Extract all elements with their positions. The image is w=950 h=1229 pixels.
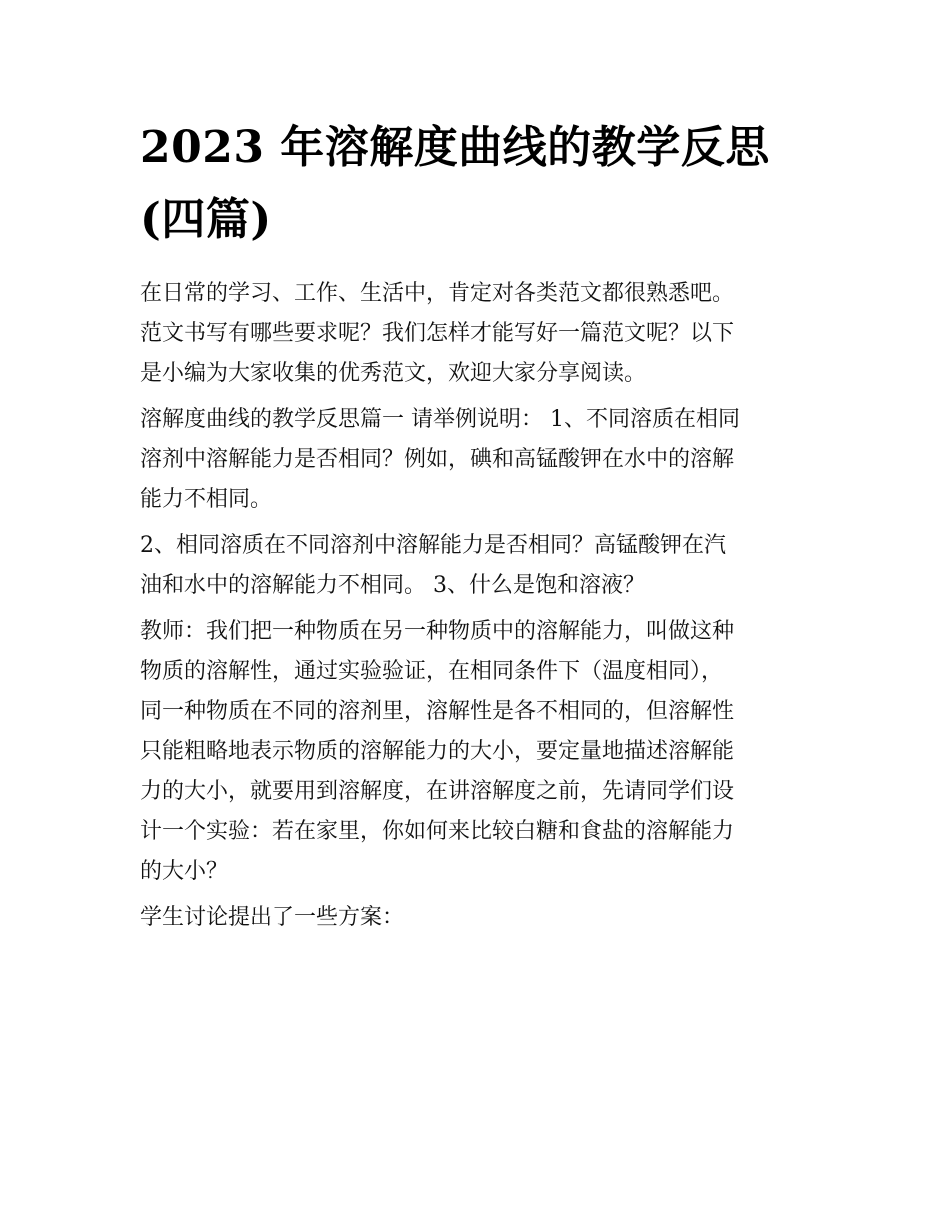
text-line: 教师：我们把一种物质在另一种物质中的溶解能力，叫做这种 xyxy=(140,619,735,644)
paragraph-question-two xyxy=(140,526,812,606)
paragraph-intro xyxy=(140,274,812,394)
paragraph-section-one xyxy=(140,400,812,520)
paragraph-teacher xyxy=(140,612,812,892)
paragraph-students xyxy=(140,898,812,938)
document-title xyxy=(140,112,812,256)
text-line: 只能粗略地表示物质的溶解能力的大小，要定量地描述溶解能 xyxy=(140,739,735,764)
text-line: 2、相同溶质在不同溶剂中溶解能力是否相同？高锰酸钾在汽 xyxy=(140,533,726,558)
title-line: (四篇) xyxy=(140,194,272,245)
text-line: 力的大小，就要用到溶解度，在讲溶解度之前，先请同学们设 xyxy=(140,779,735,804)
title-line: 2023 年溶解度曲线的教学反思 xyxy=(140,122,770,173)
text-line: 在日常的学习、工作、生活中，肯定对各类范文都很熟悉吧。 xyxy=(140,281,735,306)
text-line: 是小编为大家收集的优秀范文，欢迎大家分享阅读。 xyxy=(140,361,647,386)
text-line: 同一种物质在不同的溶剂里，溶解性是各不相同的，但溶解性 xyxy=(140,699,735,724)
text-line: 能力不相同。 xyxy=(140,487,273,512)
text-line: 的大小？ xyxy=(140,859,229,884)
text-line: 油和水中的溶解能力不相同。 3、什么是饱和溶液？ xyxy=(140,573,645,598)
text-line: 溶剂中溶解能力是否相同？例如，碘和高锰酸钾在水中的溶解 xyxy=(140,447,735,472)
document-page xyxy=(140,112,812,938)
text-line: 物质的溶解性，通过实验验证，在相同条件下（温度相同）， xyxy=(140,659,724,684)
text-line: 溶解度曲线的教学反思篇一 请举例说明： 1、不同溶质在相同 xyxy=(140,407,740,432)
text-line: 范文书写有哪些要求呢？我们怎样才能写好一篇范文呢？以下 xyxy=(140,321,735,346)
text-line: 计一个实验：若在家里，你如何来比较白糖和食盐的溶解能力 xyxy=(140,819,735,844)
document-body xyxy=(140,274,812,938)
text-line: 学生讨论提出了一些方案： xyxy=(140,905,405,930)
